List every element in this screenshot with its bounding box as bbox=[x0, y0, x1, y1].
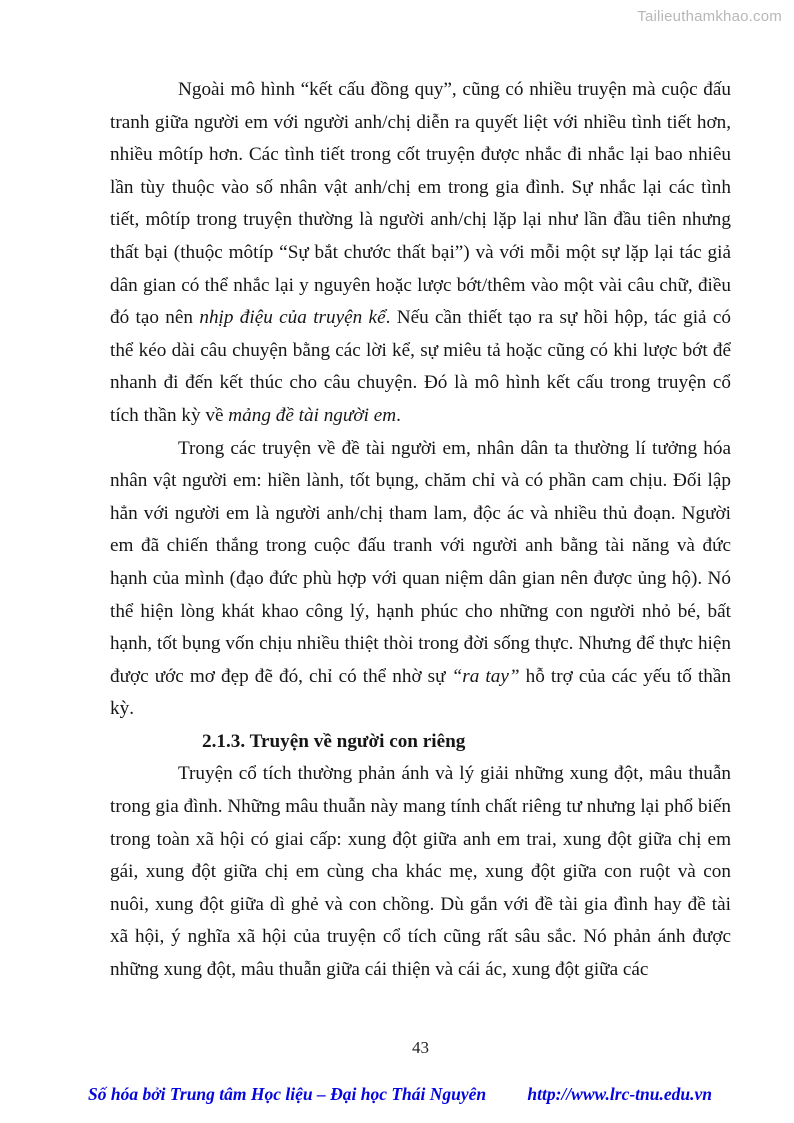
footer-digitization-credit: Số hóa bởi Trung tâm Học liệu – Đại học Thái Nguyên bbox=[88, 1084, 487, 1104]
watermark-text: Tailieuthamkhao.com bbox=[637, 8, 782, 25]
paragraph-text: . bbox=[396, 404, 401, 426]
section-heading-2-1-3: 2.1.3. Truyện về người con riêng bbox=[202, 730, 466, 752]
paragraph-text: Truyện cổ tích thường phản ánh và lý giải những xung đột, mâu thuẫn trong gia đình. Những mâu thuẫn này mang tính chất riêng tư nhưng lại phổ biến trong toàn xã hội có giai cấp: xung đột giữa anh em trai, xung đột giữa chị em gái, xung đột giữa chị em cùng cha khác mẹ, xung đột giữa con ruột và con nuôi, xung đột giữa dì ghẻ và con chồng. Dù gắn với đề tài gia đình hay đề tài xã hội, ý nghĩa xã hội của truyện cổ tích cũng rất sâu sắc. Nó phản ánh được những xung đột, mâu thuẫn giữa cái thiện và cái ác, xung đột giữa các bbox=[110, 763, 731, 981]
paragraph-text: Ngoài mô hình “kết cấu đồng quy”, cũng có nhiều truyện mà cuộc đấu tranh giữa người em với người anh/chị diễn ra quyết liệt với nhiều tình tiết hơn, nhiều môtíp hơn. Các tình tiết trong cốt truyện được nhắc đi nhắc lại bao nhiêu lần tùy thuộc vào số nhân vật anh/chị em trong gia đình. Sự nhắc lại các tình tiết, môtíp trong truyện thường là người anh/chị lặp lại như lần đầu tiên nhưng thất bại (thuộc môtíp “Sự bắt chước thất bại”) và với mỗi một sự lặp lại tác giả dân gian có thể nhắc lại y nguyên hoặc lược bớt/thêm vào một vài câu chữ, điều đó tạo nên bbox=[110, 79, 731, 329]
footer-library-url-link[interactable]: http://www.lrc-tnu.edu.vn bbox=[527, 1084, 712, 1104]
italic-phrase-nhip-dieu: nhịp điệu của truyện kể bbox=[199, 307, 386, 329]
paragraph-text: Trong các truyện về đề tài người em, nhân dân ta thường lí tưởng hóa nhân vật người em: hiền lành, tốt bụng, chăm chỉ và có phần cam chịu. Đối lập hẳn với người em là người anh/chị tham lam, độc ác và nhiều thủ đoạn. Người em đã chiến thắng trong cuộc đấu tranh với người anh bằng tài năng và đức hạnh của mình (đạo đức phù hợp với quan niệm dân gian nên được ủng hộ). Nó thể hiện lòng khát khao công lý, hạnh phúc cho những con người nhỏ bé, bất hạnh, tốt bụng vốn chịu nhiều thiệt thòi trong đời sống thực. Nhưng để thực hiện được ước mơ đẹp đẽ đó, chỉ có thể nhờ sự bbox=[110, 437, 731, 687]
paragraph-ket-cau-dong-quy bbox=[110, 74, 731, 433]
paragraph-text: hỗ trợ của các yếu tố thần kỳ. bbox=[110, 665, 731, 720]
page-number: 43 bbox=[412, 1038, 429, 1057]
paragraph-de-tai-nguoi-em bbox=[110, 433, 731, 726]
page-body-text bbox=[110, 74, 731, 987]
paragraph-nguoi-con-rieng bbox=[110, 758, 731, 986]
footer-bar bbox=[88, 1084, 712, 1105]
italic-phrase-ra-tay: “ra tay” bbox=[451, 665, 520, 687]
paragraph-text: . Nếu cần thiết tạo ra sự hồi hộp, tác giả có thể kéo dài câu chuyện bằng các lời kể, sự miêu tả hoặc cũng có khi lược bớt để nhanh đi đến kết thúc cho câu chuyện. Đó là mô hình kết cấu trong truyện cổ tích thần kỳ về bbox=[110, 307, 731, 426]
italic-phrase-mang-de-tai: mảng đề tài người em bbox=[228, 404, 397, 426]
